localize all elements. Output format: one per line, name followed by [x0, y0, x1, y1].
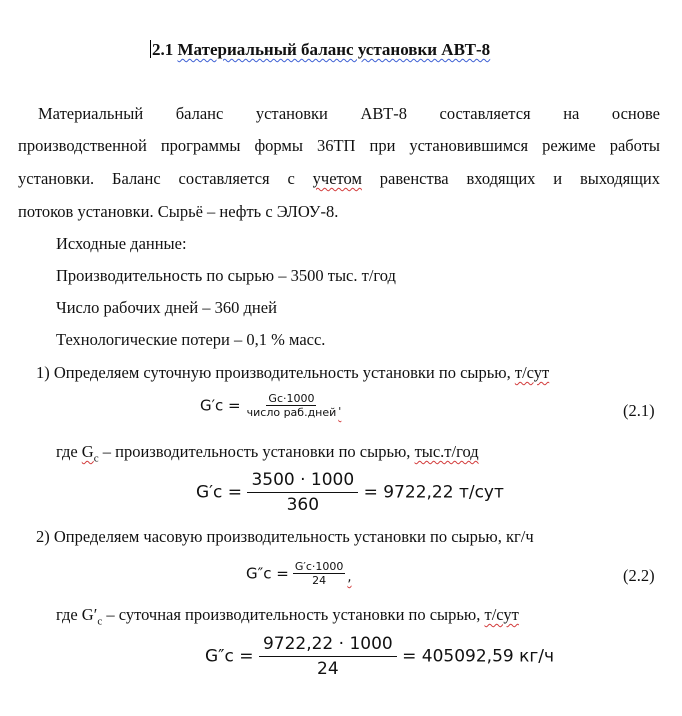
- step1-where-symbol: [81, 442, 99, 465]
- step1-where-a: где: [56, 442, 82, 461]
- formula-2-2-denominator: 24: [312, 574, 327, 587]
- formula-2-2-trail: ,: [347, 570, 352, 586]
- formula-2-2: [246, 560, 352, 587]
- step2-where-b: – суточная производительность установки по сырью,: [102, 605, 485, 624]
- eq-number-2-2: (2.2): [623, 566, 655, 585]
- step2-where-prime: ′: [93, 605, 98, 624]
- intro-line-3-a: установки. Баланс составляется с: [18, 169, 313, 188]
- intro-line-3-c: равенства входящих и выходящих: [361, 169, 660, 188]
- intro-line-4: потоков установки. Сырьё – нефть с ЭЛОУ-8.: [18, 202, 339, 221]
- calc-2-1: [196, 470, 504, 515]
- calc-2-1-fraction: [247, 470, 358, 515]
- step1-unit: т/сут: [514, 363, 550, 382]
- heading-text: Материальный баланс установки АВТ-8: [177, 40, 491, 59]
- formula-2-2-fraction: [293, 560, 346, 587]
- formula-2-1: [200, 392, 341, 419]
- calc-2-2-result: = 405092,59 кг/ч: [402, 646, 555, 667]
- step1-where-sub: c: [93, 452, 99, 465]
- input-losses: Технологические потери – 0,1 % масс.: [56, 330, 326, 349]
- step1-where: [56, 436, 479, 474]
- step1-text-a: 1) Определяем суточную производительность установки по сырью,: [36, 363, 515, 382]
- calc-2-2-fraction: [259, 634, 397, 679]
- step2-where: [56, 599, 519, 637]
- calc-2-1-denominator: 360: [286, 495, 320, 515]
- intro-line-1: Материальный баланс установки АВТ-8 составляется на основе: [38, 104, 660, 123]
- step2-where-unit: т/сут: [484, 605, 519, 624]
- step1-where-unit: тыс.т/год: [414, 442, 479, 461]
- text-cursor: [150, 40, 151, 58]
- calc-2-2-lhs: G″c =: [205, 646, 254, 667]
- formula-2-1-trail: ': [338, 405, 342, 419]
- input-work-days: Число рабочих дней – 360 дней: [56, 298, 277, 317]
- eq-number-2-1: (2.1): [623, 401, 655, 420]
- calc-2-1-lhs: G′c =: [196, 482, 243, 503]
- step1-where-sym: G: [81, 442, 94, 461]
- calc-2-2: [205, 634, 554, 679]
- input-data-header: Исходные данные:: [56, 234, 187, 253]
- step2-where-a: где G: [56, 605, 94, 624]
- formula-2-1-lhs: G′c =: [200, 396, 241, 415]
- heading-number: 2.1: [152, 40, 174, 59]
- calc-2-2-denominator: 24: [317, 659, 339, 679]
- calc-2-1-result: = 9722,22 т/сут: [363, 482, 504, 503]
- formula-2-1-denominator: число раб.дней: [246, 406, 337, 419]
- formula-2-2-numerator: G′c·1000: [294, 560, 344, 573]
- calc-2-2-numerator: 9722,22 · 1000: [259, 634, 397, 657]
- formula-2-1-fraction: [245, 392, 342, 419]
- step2-where-sub: c: [97, 615, 103, 628]
- section-heading: [150, 40, 530, 60]
- intro-line-3: [18, 163, 660, 195]
- formula-2-1-numerator: Gc·1000: [268, 392, 315, 405]
- intro-line-2: производственной программы формы 36ТП при установившимся режиме работы: [18, 136, 660, 155]
- formula-2-2-lhs: G″c =: [246, 564, 289, 583]
- step1-where-b: – производительность установки по сырью,: [98, 442, 415, 461]
- spell-flag-uchetom: учетом: [312, 169, 362, 188]
- calc-2-1-numerator: 3500 · 1000: [247, 470, 358, 493]
- step1-text: [36, 357, 549, 389]
- input-capacity: Производительность по сырью – 3500 тыс. т/год: [56, 266, 396, 285]
- step2-text: 2) Определяем часовую производительность установки по сырью, кг/ч: [36, 527, 534, 546]
